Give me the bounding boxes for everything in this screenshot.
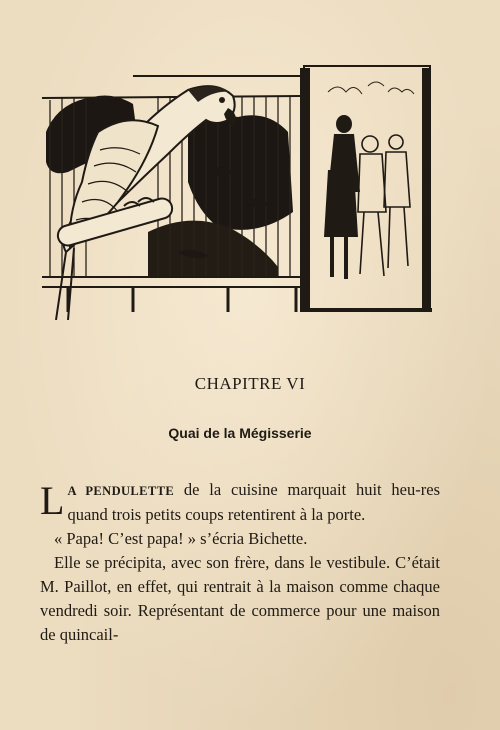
chapter-title: Quai de la Mégisserie xyxy=(168,425,312,441)
chapter-heading: CHAPITRE VI xyxy=(194,374,306,393)
paragraph-2: « Papa! C’est papa! » s’écria Bichette. xyxy=(54,529,308,548)
body-text xyxy=(40,478,440,647)
drop-cap: L xyxy=(40,478,65,523)
lead-smallcaps: A PENDULETTE xyxy=(67,484,175,498)
paragraph-3: Elle se précipita, avec son frère, dans le vestibule. C’était M. Paillot, en effet, qui rentrait à la maison comme chaque vendredi soir. Représentant de commerce pour une maison de quincail- xyxy=(40,553,440,644)
paragraph-1-text: de la cuisine marquait huit heu-res quand trois petits coups retentirent à la porte. xyxy=(67,480,440,524)
paragraph-1 xyxy=(40,478,440,527)
parrot-and-children-illustration xyxy=(38,62,436,320)
